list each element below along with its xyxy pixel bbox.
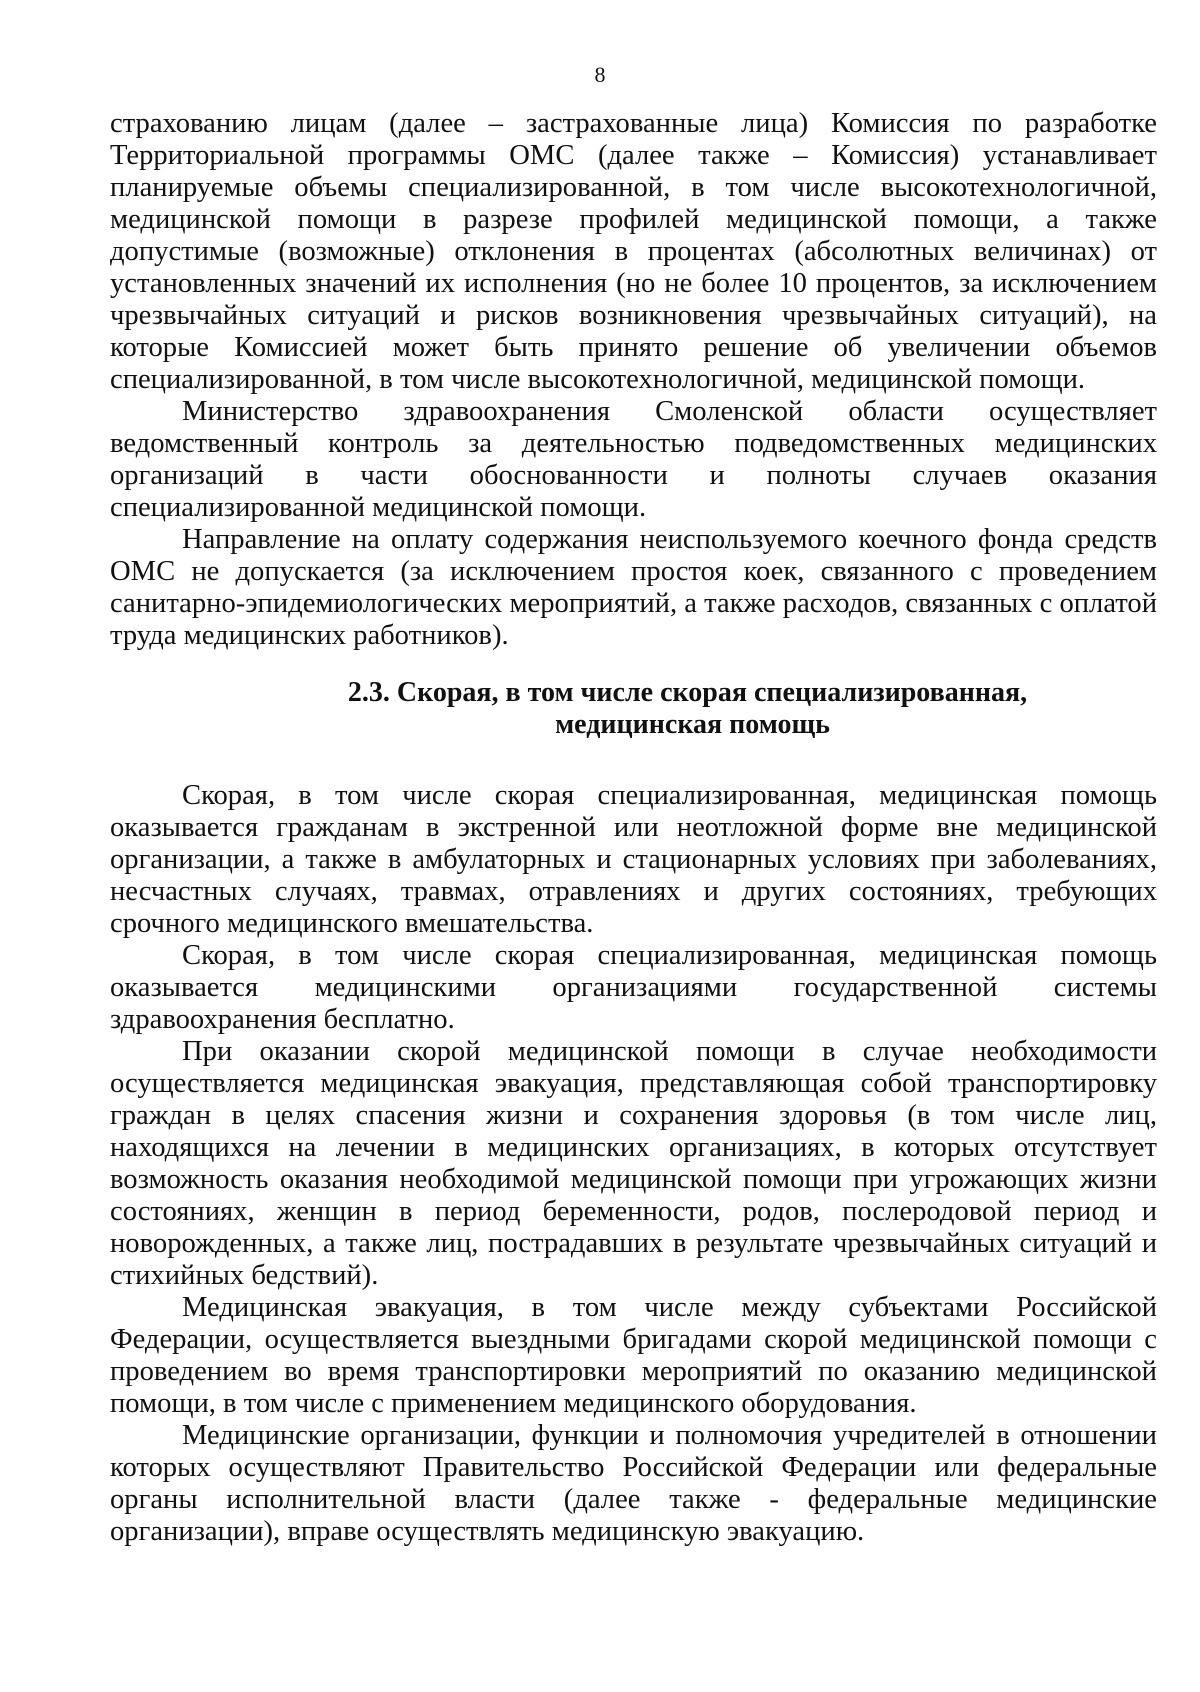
paragraph-medical-evacuation: При оказании скорой медицинской помощи в случае необходимости осуществляется медицинская эвакуация, представляющая собой транспортировку граждан в целях спасения жизни и сохранения здоровья (в том числе лиц, находящихся на лечении в медицинских организациях, в которых отсутствует возможность оказания необходимой медицинской помощи при угрожающих жизни состояниях, женщин в период беременности, родов, послеродовой период и новорожденных, а также лиц, пострадавших в результате чрезвычайных ситуаций и стихийных бедствий). bbox=[110, 1036, 1157, 1291]
page-body bbox=[110, 108, 1157, 1548]
paragraph-federal-organizations: Медицинские организации, функции и полномочия учредителей в отношении которых осуществляют Правительство Российской Федерации или федеральные органы исполнительной власти (далее также - федеральные медицинские организации), вправе осуществлять медицинскую эвакуацию. bbox=[110, 1420, 1157, 1547]
paragraph-bed-fund: Направление на оплату содержания неиспользуемого коечного фонда средств ОМС не допускается (за исключением простоя коек, связанного с проведением санитарно-эпидемиологических мероприятий, а также расходов, связанных с оплатой труда медицинских работников). bbox=[110, 524, 1157, 651]
section-heading bbox=[110, 677, 1157, 741]
paragraph-planned-volumes: страхованию лицам (далее – застрахованные лица) Комиссия по разработке Территориальной программы ОМС (далее также – Комиссия) устанавливает планируемые объемы специализированной, в том числе высокотехнологичной, медицинской помощи в разрезе профилей медицинской помощи, а также допустимые (возможные) отклонения в процентах (абсолютных величинах) от установленных значений их исполнения (но не более 10 процентов, за исключением чрезвычайных ситуаций и рисков возникновения чрезвычайных ситуаций), на которые Комиссией может быть принято решение об увеличении объемов специализированной, в том числе высокотехнологичной, медицинской помощи. bbox=[110, 108, 1157, 395]
paragraph-emergency-care-free: Скорая, в том числе скорая специализированная, медицинская помощь оказывается медицинскими организациями государственной системы здравоохранения бесплатно. bbox=[110, 940, 1157, 1035]
paragraph-emergency-care-definition: Скорая, в том числе скорая специализированная, медицинская помощь оказывается гражданам в экстренной или неотложной форме вне медицинской организации, а также в амбулаторных и стационарных условиях при заболеваниях, несчастных случаях, травмах, отравлениях и других состояниях, требующих срочного медицинского вмешательства. bbox=[110, 780, 1157, 939]
section-heading-line-2: медицинская помощь bbox=[555, 709, 830, 740]
section-heading-line-1: 2.3. Скорая, в том числе скорая специализированная, bbox=[347, 677, 1028, 708]
page-number: 8 bbox=[594, 62, 606, 87]
paragraph-evacuation-between-regions: Медицинская эвакуация, в том числе между субъектами Российской Федерации, осуществляется выездными бригадами скорой медицинской помощи с проведением во время транспортировки мероприятий по оказанию медицинской помощи, в том числе с применением медицинского оборудования. bbox=[110, 1292, 1157, 1419]
paragraph-ministry-control: Министерство здравоохранения Смоленской области осуществляет ведомственный контроль за деятельностью подведомственных медицинских организаций в части обоснованности и полноты случаев оказания специализированной медицинской помощи. bbox=[110, 396, 1157, 523]
